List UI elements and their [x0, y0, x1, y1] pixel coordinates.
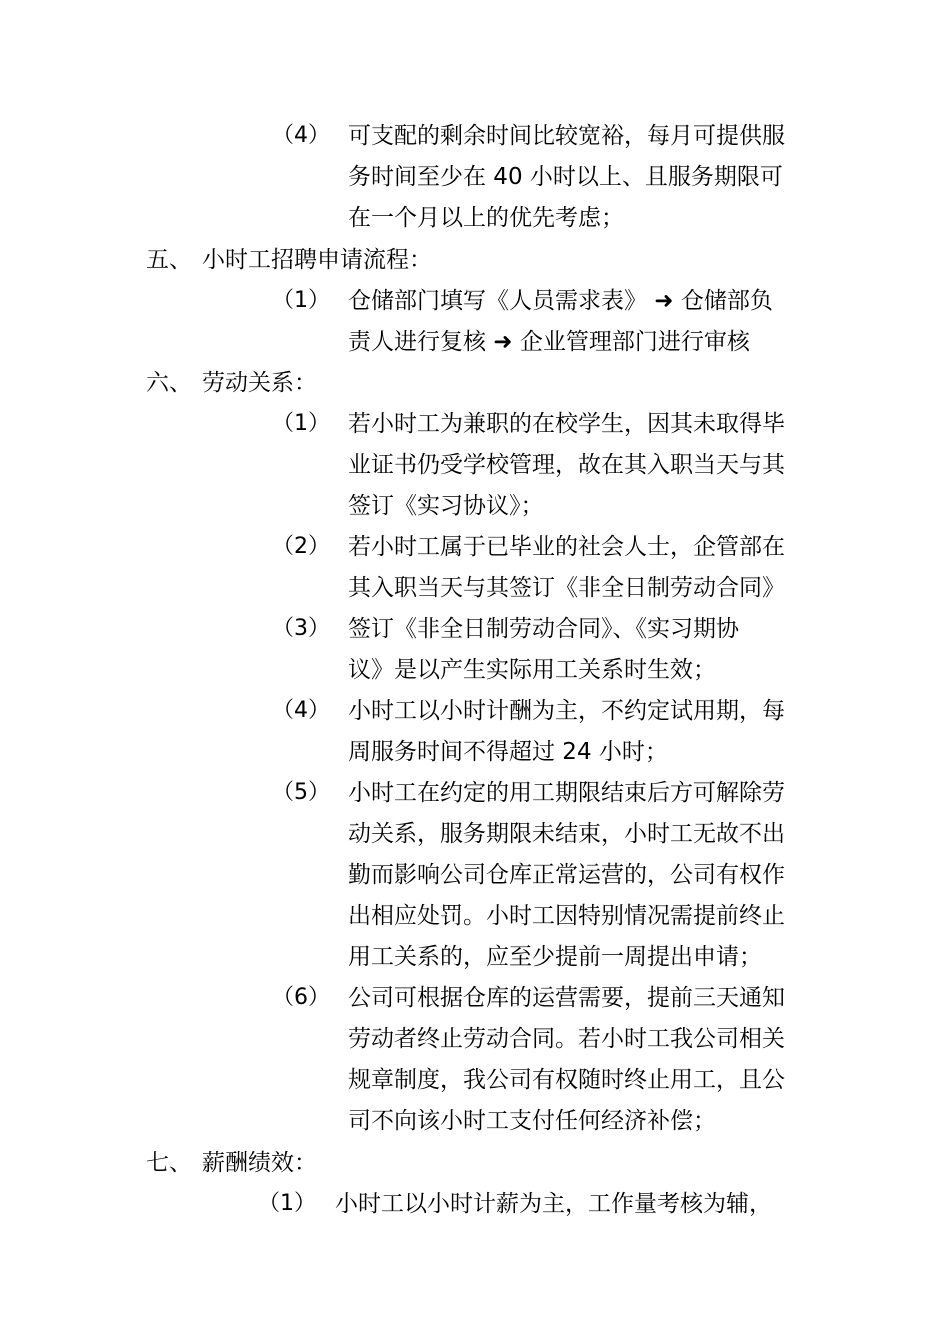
item-text-line: 小时工以小时计薪为主，工作量考核为辅， — [335, 1191, 772, 1217]
item-text-line: 用工关系的，应至少提前一周提出申请； — [348, 944, 762, 970]
item-text-line: 动关系，服务期限未结束，小时工无故不出 — [348, 821, 785, 847]
section-title: 小时工招聘申请流程： — [202, 247, 432, 273]
item-text-line: 签订《非全日制劳动合同》、《实习期协 — [348, 616, 739, 642]
section-title: 薪酬绩效： — [202, 1150, 317, 1176]
section-number: 七、 — [146, 1150, 192, 1176]
item-number: （2） — [272, 534, 330, 559]
item-number: （1） — [258, 1191, 316, 1216]
item-text-line: 小时工在约定的用工期限结束后方可解除劳 — [348, 780, 785, 806]
item-text-line: 签订《实习协议》； — [348, 493, 544, 519]
item-number: （6） — [272, 985, 330, 1010]
item-text-line: 规章制度，我公司有权随时终止用工，且公 — [348, 1067, 785, 1093]
item-text-line: 其入职当天与其签订《非全日制劳动合同》 — [348, 575, 785, 601]
section-number: 六、 — [146, 370, 192, 396]
item-text-line: 可支配的剩余时间比较宽裕，每月可提供服 — [348, 123, 785, 149]
item-text-line: 劳动者终止劳动合同。若小时工我公司相关 — [348, 1026, 785, 1052]
section-number: 五、 — [146, 247, 192, 273]
item-text-line: 若小时工为兼职的在校学生，因其未取得毕 — [348, 411, 785, 437]
item-text-line: 责人进行复核 ➜ 企业管理部门进行审核 — [348, 329, 750, 355]
item-text-line: 若小时工属于已毕业的社会人士，企管部在 — [348, 534, 785, 560]
section-title: 劳动关系： — [202, 370, 317, 396]
item-text-line: 仓储部门填写《人员需求表》 ➜ 仓储部负 — [348, 288, 773, 314]
item-text-line: 务时间至少在 40 小时以上、且服务期限可 — [348, 164, 783, 190]
item-text-line: 议》是以产生实际用工关系时生效； — [348, 657, 716, 683]
item-number: （1） — [272, 288, 330, 313]
item-number: （4） — [272, 698, 330, 723]
item-text-line: 勤而影响公司仓库正常运营的，公司有权作 — [348, 862, 785, 888]
item-text-line: 公司可根据仓库的运营需要，提前三天通知 — [348, 985, 785, 1011]
item-text-line: 司不向该小时工支付任何经济补偿； — [348, 1108, 716, 1134]
item-text-line: 小时工以小时计酬为主，不约定试用期，每 — [348, 698, 785, 724]
item-text-line: 在一个月以上的优先考虑； — [348, 205, 624, 231]
item-number: （3） — [272, 616, 330, 641]
item-text-line: 业证书仍受学校管理，故在其入职当天与其 — [348, 452, 785, 478]
item-text-line: 周服务时间不得超过 24 小时； — [348, 739, 668, 765]
item-number: （4） — [272, 123, 330, 148]
item-number: （5） — [272, 780, 330, 805]
item-number: （1） — [272, 411, 330, 436]
item-text-line: 出相应处罚。小时工因特别情况需提前终止 — [348, 903, 785, 929]
